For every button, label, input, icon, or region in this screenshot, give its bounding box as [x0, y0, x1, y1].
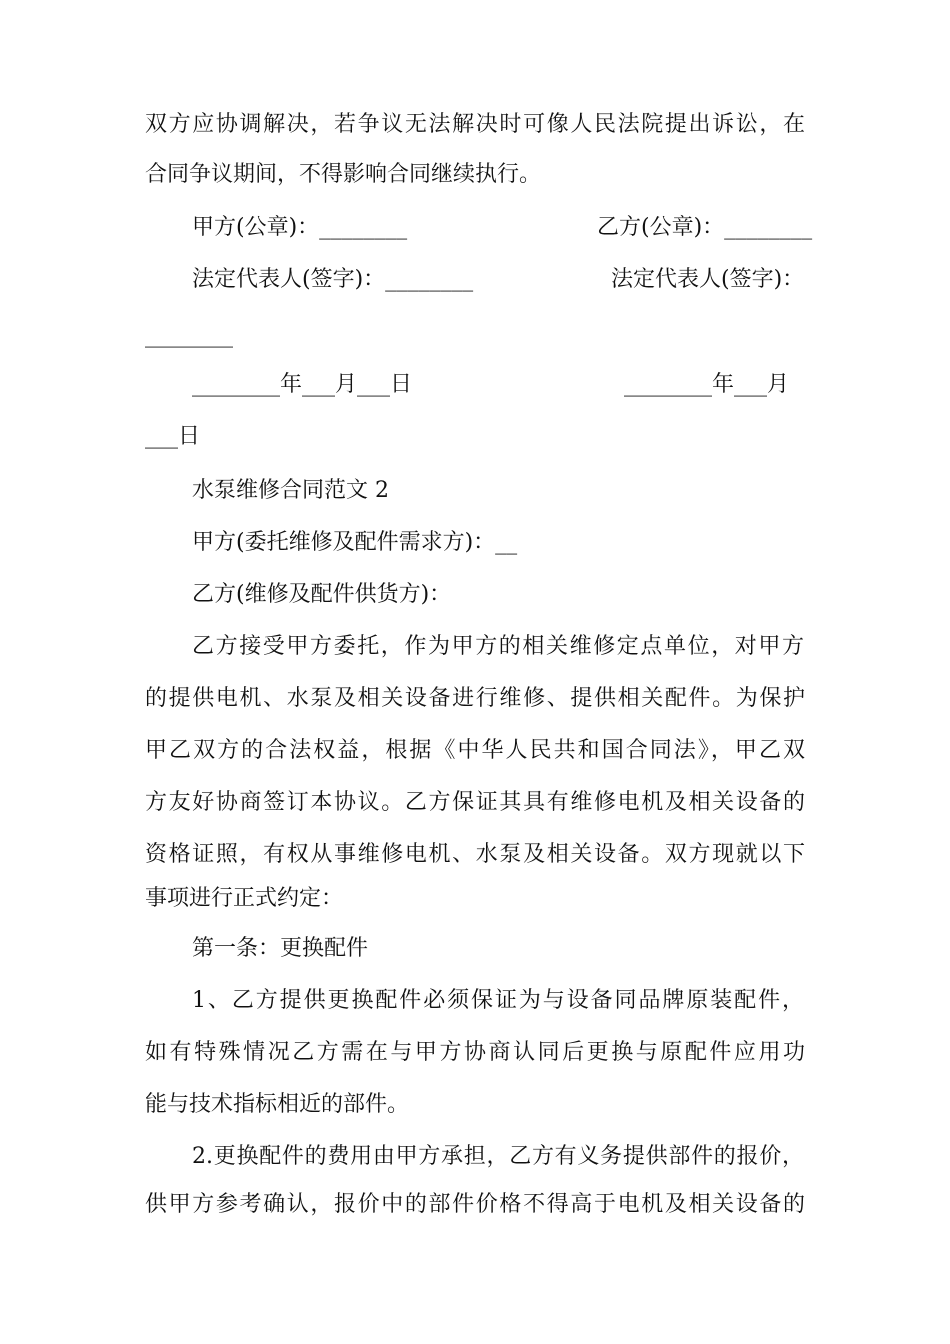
section-title: 水泵维修合同范文 2	[192, 478, 389, 503]
preamble-line-1: 乙方接受甲方委托，作为甲方的相关维修定点单位，对甲方	[192, 634, 804, 659]
party-b-date-continued: ___日	[145, 424, 201, 449]
clause-1-line-3: 能与技术指标相近的部件。	[145, 1092, 410, 1117]
party-a-label: 甲方(委托维修及配件需求方)：__	[192, 530, 518, 555]
preamble-line-2: 的提供电机、水泵及相关设备进行维修、提供相关配件。为保护	[145, 686, 805, 711]
clause-2-line-2: 供甲方参考确认，报价中的部件价格不得高于电机及相关设备的	[145, 1192, 805, 1217]
preamble-line-5: 资格证照，有权从事维修电机、水泵及相关设备。双方现就以下	[145, 842, 805, 867]
party-a-date: ________年___月___日	[192, 372, 413, 397]
preamble-line-3: 甲乙双方的合法权益，根据《中华人民共和国合同法》，甲乙双	[145, 738, 805, 763]
clause-2-line-1: 2.更换配件的费用由甲方承担，乙方有义务提供部件的报价，	[192, 1144, 804, 1169]
preamble-line-4: 方友好协商签订本协议。乙方保证其具有维修电机及相关设备的	[145, 790, 805, 815]
clause-1-line-1: 1、乙方提供更换配件必须保证为与设备同品牌原装配件，	[192, 988, 804, 1013]
preamble-line-6: 事项进行正式约定：	[145, 886, 344, 911]
party-b-representative: 法定代表人(签字)：	[611, 267, 805, 292]
clause-1-line-2: 如有特殊情况乙方需在与甲方协商认同后更换与原配件应用功	[145, 1040, 805, 1065]
party-b-seal: 乙方(公章)：________	[597, 215, 813, 240]
party-a-seal: 甲方(公章)：________	[192, 215, 408, 240]
intro-line-1: 双方应协调解决，若争议无法解决时可像人民法院提出诉讼，在	[145, 112, 805, 137]
article-1-title: 第一条：更换配件	[192, 936, 369, 961]
party-a-representative: 法定代表人(签字)：________	[192, 267, 474, 292]
party-b-representative-blank: ________	[145, 323, 233, 348]
party-b-date: ________年___月	[624, 372, 790, 397]
party-b-label: 乙方(维修及配件供货方)：	[192, 582, 452, 607]
intro-line-2: 合同争议期间，不得影响合同继续执行。	[145, 162, 542, 187]
